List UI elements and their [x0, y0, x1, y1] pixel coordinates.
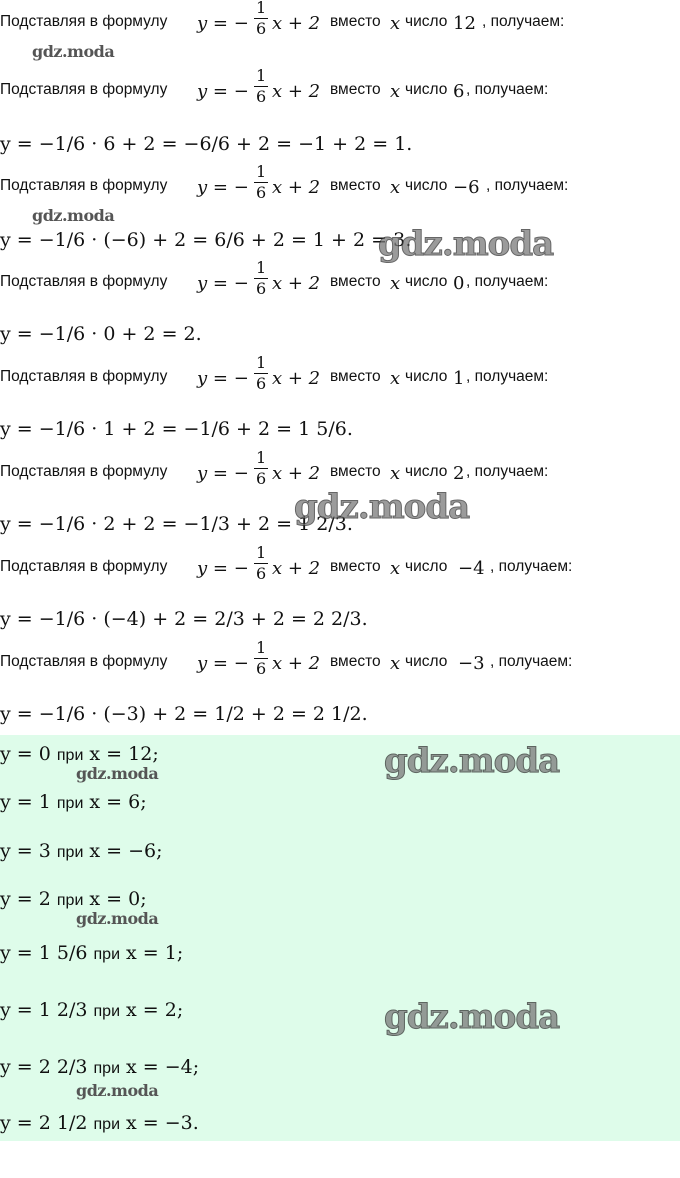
formula-fraction: $\frac{1}{6}$	[256, 258, 267, 298]
intro-number: 2	[453, 463, 465, 484]
intro-number-word: число	[405, 81, 448, 98]
intro-number-word: число	[405, 463, 448, 480]
answer-row: y = 2 1/2 при x = −3.	[0, 1112, 199, 1134]
watermark-large: gdz.moda	[384, 741, 560, 781]
intro-line	[0, 355, 680, 401]
intro-number: −4	[458, 558, 485, 579]
intro-number: 0	[453, 273, 465, 294]
intro-prefix: Подставляя в формулу	[0, 81, 168, 98]
intro-suffix: , получаем:	[466, 463, 549, 480]
intro-var: x	[390, 13, 401, 34]
answer-row: y = 0 при x = 12;	[0, 743, 159, 765]
intro-number-word: число	[405, 558, 448, 575]
intro-prefix: Подставляя в формулу	[0, 558, 168, 575]
formula-lhs: y = −	[197, 368, 249, 389]
intro-prefix: Подставляя в формулу	[0, 463, 168, 480]
formula-fraction: $\frac{1}{6}$	[256, 162, 267, 202]
formula-fraction: $\frac{1}{6}$	[256, 638, 267, 678]
intro-suffix: , получаем:	[490, 558, 573, 575]
intro-number-word: число	[405, 177, 448, 194]
formula-rhs: x + 2	[272, 368, 321, 389]
watermark-large: gdz.moda	[378, 224, 554, 264]
formula-fraction: $\frac{1}{6}$	[256, 66, 267, 106]
formula-rhs: x + 2	[272, 273, 321, 294]
formula-fraction: $\frac{1}{6}$	[256, 543, 267, 583]
answers-panel	[0, 735, 680, 1141]
formula-rhs: x + 2	[272, 558, 321, 579]
formula-rhs: x + 2	[272, 177, 321, 198]
intro-prefix: Подставляя в формулу	[0, 653, 168, 670]
calculation-line: y = −1/6 · (−6) + 2 = 6/6 + 2 = 1 + 2 = 3.	[0, 229, 412, 251]
intro-prefix: Подставляя в формулу	[0, 177, 168, 194]
intro-suffix: , получаем:	[466, 368, 549, 385]
intro-prefix: Подставляя в формулу	[0, 13, 168, 30]
intro-var: x	[390, 81, 401, 102]
intro-middle: вместо	[330, 653, 381, 670]
calculation-line: y = −1/6 · 1 + 2 = −1/6 + 2 = 1 5/6.	[0, 418, 353, 440]
intro-number: 1	[453, 368, 465, 389]
intro-var: x	[390, 463, 401, 484]
intro-middle: вместо	[330, 177, 381, 194]
intro-number: 12	[453, 13, 476, 34]
intro-line	[0, 68, 680, 114]
intro-number: 6	[453, 81, 465, 102]
intro-var: x	[390, 653, 401, 674]
intro-middle: вместо	[330, 273, 381, 290]
intro-var: x	[390, 177, 401, 198]
formula-rhs: x + 2	[272, 653, 321, 674]
formula-lhs: y = −	[197, 463, 249, 484]
watermark-large: gdz.moda	[294, 487, 470, 527]
intro-middle: вместо	[330, 463, 381, 480]
watermark-small: gdz.moda	[32, 206, 115, 225]
calculation-line: y = −1/6 · 0 + 2 = 2.	[0, 323, 202, 345]
intro-number: −6	[453, 177, 480, 198]
formula-fraction: $\frac{1}{6}$	[256, 353, 267, 393]
formula-lhs: y = −	[197, 13, 249, 34]
answer-row: y = 1 5/6 при x = 1;	[0, 942, 184, 964]
intro-middle: вместо	[330, 13, 381, 30]
watermark-small: gdz.moda	[76, 764, 159, 783]
formula-lhs: y = −	[197, 653, 249, 674]
intro-line	[0, 0, 680, 46]
intro-var: x	[390, 558, 401, 579]
intro-line	[0, 545, 680, 591]
formula-lhs: y = −	[197, 81, 249, 102]
intro-middle: вместо	[330, 81, 381, 98]
answer-row: y = 1 2/3 при x = 2;	[0, 999, 184, 1021]
intro-suffix: , получаем:	[486, 177, 569, 194]
formula-fraction: $\frac{1}{6}$	[256, 0, 267, 38]
intro-number-word: число	[405, 273, 448, 290]
watermark-large: gdz.moda	[384, 997, 560, 1037]
intro-line	[0, 164, 680, 210]
intro-prefix: Подставляя в формулу	[0, 273, 168, 290]
calculation-line: y = −1/6 · 2 + 2 = −1/3 + 2 = 1 2/3.	[0, 513, 353, 535]
intro-suffix: , получаем:	[466, 273, 549, 290]
calculation-line: y = −1/6 · (−3) + 2 = 1/2 + 2 = 2 1/2.	[0, 703, 368, 725]
formula-rhs: x + 2	[272, 81, 321, 102]
intro-prefix: Подставляя в формулу	[0, 368, 168, 385]
intro-line	[0, 640, 680, 686]
answer-row: y = 1 при x = 6;	[0, 791, 147, 813]
watermark-small: gdz.moda	[76, 909, 159, 928]
intro-middle: вместо	[330, 558, 381, 575]
intro-suffix: , получаем:	[490, 653, 573, 670]
intro-middle: вместо	[330, 368, 381, 385]
formula-rhs: x + 2	[272, 13, 321, 34]
intro-number-word: число	[405, 368, 448, 385]
formula-lhs: y = −	[197, 558, 249, 579]
formula-lhs: y = −	[197, 177, 249, 198]
intro-number-word: число	[405, 653, 448, 670]
intro-line	[0, 260, 680, 306]
answer-row: y = 3 при x = −6;	[0, 840, 163, 862]
intro-number-word: число	[405, 13, 448, 30]
intro-suffix: , получаем:	[482, 13, 565, 30]
answer-row: y = 2 при x = 0;	[0, 888, 147, 910]
watermark-small: gdz.moda	[76, 1081, 159, 1100]
calculation-line: y = −1/6 · 6 + 2 = −6/6 + 2 = −1 + 2 = 1.	[0, 133, 413, 155]
answer-row: y = 2 2/3 при x = −4;	[0, 1056, 200, 1078]
intro-suffix: , получаем:	[466, 81, 549, 98]
calculation-line: y = −1/6 · (−4) + 2 = 2/3 + 2 = 2 2/3.	[0, 608, 368, 630]
intro-var: x	[390, 368, 401, 389]
formula-lhs: y = −	[197, 273, 249, 294]
formula-rhs: x + 2	[272, 463, 321, 484]
intro-var: x	[390, 273, 401, 294]
intro-number: −3	[458, 653, 485, 674]
watermark-small: gdz.moda	[32, 42, 115, 61]
formula-fraction: $\frac{1}{6}$	[256, 448, 267, 488]
